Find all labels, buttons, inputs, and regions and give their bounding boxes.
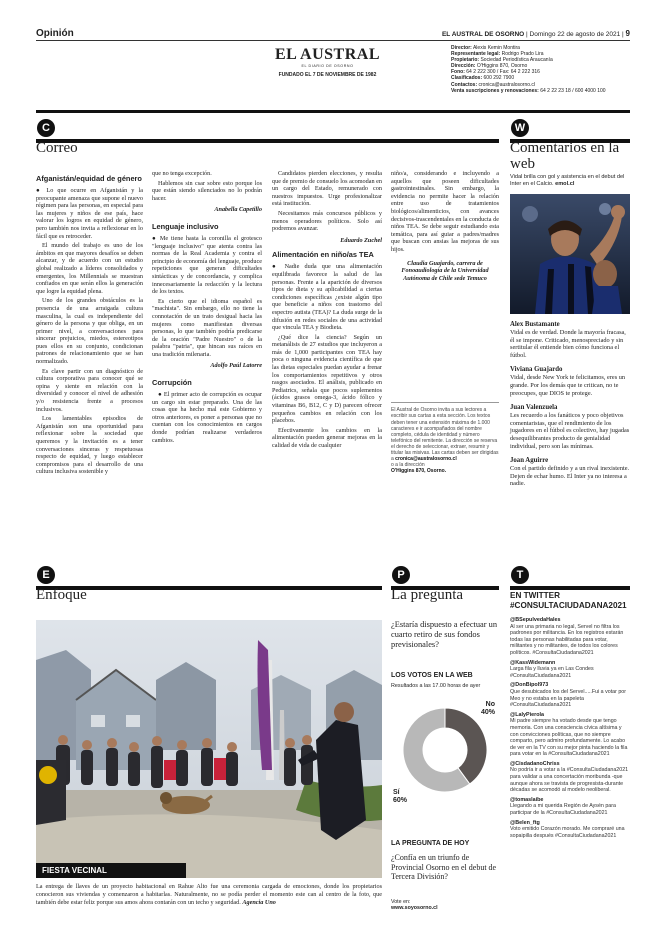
twitter-badge-icon: T [511, 566, 529, 584]
votes-pie-chart [391, 694, 499, 814]
letter-paragraph: Candidatos pierden elecciones, y resulta que de premio de consuelo los acomodan en un cargo del Estado, remunerado con nuestros impuestos. Urge profesionalizar está institución. [272, 170, 382, 208]
letter-paragraph: ● Me tiene hasta la coronilla el grotesco "lenguaje inclusivo" que atenta contra las normas de la Real Academia y contra el principio de economía del lenguaje, produce repeticiones que generan dificultades sintácticas y de concordancia, y complica innecesariamente la redacción y la lectura de los textos. [152, 234, 262, 296]
letter-paragraph: Es clave partir con un diagnóstico de cultura corporativa para conocer qué se opina y siente en relación con la diversidad y conocer el nivel de adhesión y/o resistencia frente a procesos inclusivos. [36, 367, 143, 413]
soccer-photo [510, 194, 630, 314]
letter-headline: Corrupción [152, 378, 192, 388]
tweet [510, 660, 630, 680]
masthead-line-label: Clasificados: [451, 75, 483, 82]
tweet-list [510, 617, 630, 842]
tweet-user[interactable]: @DonBipol973 [510, 682, 549, 689]
masthead-line-value: 600 292 7900 [483, 75, 515, 82]
pregunta-title: La pregunta [391, 587, 464, 603]
reader-note: El Austral de Osorno invita a sus lectores a escribir sus cartas a esta sección. Los textos deben tener una extensión máxima de 1.000 caracteres e ir acompañados del nombre completo, cédula de identidad y número telefónico del remitente. La dirección se reserva el derecho de seleccionar, extraer, resumir y titular las misivas. Las cartas deben ser dirigidas a [391, 407, 499, 463]
tweet [510, 761, 630, 794]
letter-paragraph: Los lamentables episodios de Afganistán son una oportunidad para reflexionar sobre la sociedad que queremos y la invitación es a tener conversaciones sinceras y respetuosas respecto de equidad, y luego establecer compromisos para el desarrollo de una cultura inclusiva sostenible y [36, 415, 143, 476]
pie-label-1-1: 60% [393, 797, 408, 804]
comment-text: Con el partido definido y a un rival inexistente. Dejen de echar humo. El Inter ya no interesa a nadie. [510, 465, 630, 488]
letter-paragraph: ● El primer acto de corrupción es ocupar un cargo sin estar preparado. Una de las cosas que ha hecho mal este Gobierno y otros anteriores, es poner a personas que no cuentan con los conocimientos en cargos donde podrían realizarse verdaderos cambios. [152, 391, 262, 444]
tweet [510, 797, 630, 817]
letter-paragraph: ● Lo que ocurre en Afganistán y la preocupante amenaza que supone el nuevo régimen para las personas, en especial para las mujeres y niños de ese país, hace valorar los logros en equidad de género, pero también nos invita a reflexionar en lo fácil que es retroceder. [36, 187, 143, 240]
masthead-line-label: Director: [451, 45, 472, 51]
letter-body [152, 235, 262, 359]
masthead-subtitle: EL DIARIO DE OSORNO [301, 64, 354, 68]
letter-headline: Afganistán/equidad de género [36, 174, 142, 183]
reader-note-address: O'Higgins 870, Osorno. [391, 468, 447, 475]
letter-paragraph: ¿Qué dice la ciencia? Según un metanálisis de 27 estudios que incluyeron a más de 1,000 participantes con TEA hay poca o ninguna evidencia científica de que las dietas especiales puedan ayudar a frenar los comportamientos repetitivos y otros rasgos asociados. El análisis, publicado en Pediatrics, señala que pocos suplementos (ácidos grasos omega-3, ácido fólico y vitaminas B6, B12, C y D) parecen ofrecer pequeños cambios en relación con los placebos. [272, 333, 382, 425]
header-paper [442, 29, 630, 38]
masthead-logo: EL AUSTRAL [274, 46, 381, 63]
pie-label-0-0: No [485, 701, 495, 708]
web-comments [510, 321, 630, 495]
vote-line [391, 899, 438, 912]
tweet-user[interactable]: @KassWidemann [510, 659, 556, 666]
letter-body [36, 187, 143, 476]
tweet-user[interactable]: @LalyPierola [510, 711, 545, 718]
masthead-rule [36, 110, 630, 113]
masthead-line-value: O'Higgins 870, Osorno [476, 63, 528, 70]
comment-text: Vidal, desde New York te felicitamos, eres un grande. Por los demás que te critican, no te preocupes, que DIOS te protege. [510, 374, 626, 397]
web-badge-icon: W [511, 119, 529, 137]
tweet [510, 712, 630, 758]
header-separator: | [622, 31, 626, 38]
letter-body [272, 170, 382, 233]
letter-paragraph: Es cierto que el idioma español es "machista". Sin embargo, ello no tiene la connotación de un trato desigual hacia las mujeres como manifiestan diversas personas, lo que también podría predicarse de la oración "Padre Nuestro" o de la palabra "patria", que hincan sus raíces en una tradición milenaria. [152, 297, 262, 358]
masthead-line-value: Alexis Kemin Montira [472, 45, 520, 51]
paper-name: EL AUSTRAL DE OSORNO [441, 31, 525, 38]
enfoque-title: Enfoque [36, 587, 87, 603]
reader-note-box [391, 402, 499, 474]
page-number: 9 [625, 29, 630, 38]
issue-date: Domingo 22 de agosto de 2021 [529, 31, 621, 38]
tweet-text: Llegando a mi querida Región de Aysén para participar de la #ConsultaCiudadana2021 [510, 803, 616, 817]
tweet-user[interactable]: @BSepulvedaHales [510, 617, 561, 623]
vote-site-link[interactable]: www.soyosorno.cl [391, 905, 438, 912]
letter-body [272, 263, 382, 449]
enfoque-photo [36, 620, 382, 878]
tweet-text: Al ser una primaria no legal, Servel no filtra los padrones por militancia. En los registros estarán todas las personas habilitadas para votar, militantes y no militantes, de todos los colores políticos. #ConsultaCiudadana2021 [510, 623, 624, 656]
correo-rule [36, 139, 499, 143]
web-title: Comentarios en la web [510, 140, 620, 172]
header-rule [36, 40, 630, 41]
twitter-rule [510, 586, 630, 590]
tweet-text: No podría ir a votar a la #ConsultaCiudadana2021 para validar a una concertación moribunda -que aunque ahora se travista de progresista-durante décadas se acomodó al modelo neoliberal. [510, 767, 629, 794]
tweet [510, 682, 630, 708]
correo-title: Correo [36, 140, 78, 156]
web-comment [510, 321, 630, 359]
tweet-text: Larga fila y lluvia ya en Las Condes #ConsultaCiudadana2021 [510, 666, 594, 679]
letters-column-1 [36, 170, 143, 478]
masthead-line-value: cronica@australosorno.cl [478, 81, 536, 88]
masthead-line-label: Propietario: [451, 57, 480, 64]
masthead-line-label: Venta suscripciones y renovaciones: [451, 87, 539, 94]
twitter-title [510, 591, 627, 611]
tweet-text: Mi padre siempre ha votado desde que tengo memoria. Con una consciencia cívica altísima y con convicciones políticas, que no siempre comparto, pero admiro profundamente. Lo acabo de ver en la TV con su mejor pinta haciendo la fila para votar en la #ConsultaCiudadana2021 [510, 718, 628, 758]
reader-note-email[interactable]: cronica@australosorno.cl [395, 456, 457, 463]
letter-signature: Claudia Guajardo, carrera de Fonoaudiología de la Universidad Autónoma de Chile sede Temuco [401, 259, 489, 282]
masthead-line-label: Representante legal: [451, 51, 501, 58]
tweet [510, 820, 630, 840]
masthead-line-value: Sociedad Periodística Araucanía [480, 57, 553, 64]
web-intro-site[interactable]: emol.cl [555, 180, 575, 187]
masthead-line-value: 64 2 222 300 / Fax: 64 2 222 316 [466, 69, 540, 76]
web-comment [510, 404, 630, 450]
soccer-photo-image [510, 194, 630, 314]
pie-label-0-1: 40% [480, 709, 495, 716]
enfoque-rule [36, 586, 382, 590]
tweet-user[interactable]: @tomaslaibe [510, 796, 544, 803]
photo-credit: Agencia Uno [242, 899, 276, 907]
letter-signature: Adolfo Paúl Latorre [210, 362, 262, 370]
web-comment [510, 366, 630, 397]
letter-signature: Anabella Capetillo [214, 206, 262, 214]
comment-author: Juan Valenzuela [510, 404, 558, 412]
comment-author: Joan Aguirre [510, 457, 549, 465]
tweet [510, 617, 630, 657]
letter-headline: Lenguaje inclusivo [152, 221, 219, 231]
letter-paragraph: ● Nadie duda que una alimentación equilibrada favorece la salud de las personas. Frente a la aparición de diversos tipos de dieta y su aplicabilidad a ciertas condiciones específicas ¿existe algún tipo que beneficie a niños con trastorno del espectro autista (TEA)? La duda surge de la difusión en redes sociales de una actividad que vincula TEA y Biodieta. [272, 263, 382, 332]
tweet-text: Voto emitido Corazón morado. Me compraré una sopaipilla después #ConsultaCiudadana2021 [510, 826, 625, 839]
photo-tag: FIESTA VECINAL [36, 863, 186, 878]
comment-text: Vidal es de verdad. Donde la mayoría fracasa, él se impone. Criticado, menospreciado y sin sertitular él entiende bien cómo funciona el fútbol. [510, 329, 626, 359]
section-name: Opinión [36, 28, 74, 39]
letter-headline: Alimentación en niño/as TEA [272, 250, 374, 260]
masthead-line-value: Rodrigo Prado Lira [501, 51, 544, 58]
tweet-text: Que desubicados los del Servel.....Fui a votar por Meo y no estaba en la papeleta #ConsultaCiudadana2021 [510, 688, 627, 709]
enfoque-badge-icon: E [37, 566, 55, 584]
letter-paragraph: El mundo del trabajo es uno de los ámbitos en que mayores desafíos se deben alcanzar, y de acuerdo con un estudio global realizado a líderes consolidados y emergentes, los Millennials se muestran confiados en que serán ellos la generación que logre la equidad plena. [36, 242, 143, 295]
letter-signature: Eduardo Zuchel [340, 236, 382, 244]
masthead-line-label: Contactos: [451, 81, 478, 88]
letter-paragraph: Efectivamente los cambios en la alimentación pueden generar mejoras en la calidad de vida de cualquier [272, 426, 382, 449]
letter-paragraph: Necesitamos más concursos públicos y menos operadores políticos. Solo así podremos avanzar. [272, 209, 382, 233]
reader-note-or: o a la dirección [391, 462, 425, 469]
correo-badge-icon: C [37, 119, 55, 137]
twitter-title-line1: EN TWITTER [510, 591, 561, 600]
votes-title: LOS VOTOS EN LA WEB [391, 672, 473, 679]
letters-column-3 [272, 170, 382, 452]
twitter-title-line2: #CONSULTACIUDADANA2021 [510, 601, 627, 610]
tweet-user[interactable]: @CisdadanoChriss [510, 760, 560, 767]
web-comment [510, 457, 630, 488]
letters-column-2 [152, 170, 262, 446]
letters-column-4 [391, 170, 499, 474]
masthead-info [451, 45, 631, 94]
vote-label: Vote en: [391, 899, 411, 905]
caption-text: La entrega de llaves de un proyecto habitacional en Rahue Alto fue una ceremonia cargada de emociones, donde los propietarios conocieron sus viviendas y comenzaron a habitarlas. Naturalmente, no se podía perder el momento este can al centro de la foto, que también debe estar feliz porque sus amos ahora contarán con un techo y seguridad. [36, 883, 382, 907]
masthead-line-label: Dirección: [451, 63, 476, 70]
masthead-line [451, 88, 631, 94]
masthead-line-label: Fono: [451, 69, 465, 76]
founded-line: FUNDADO EL 7 DE NOVIEMBRE DE 1982 [278, 72, 377, 78]
letter-paragraph: niño/a, considerando e incluyendo a aquellos que poseen dificultades gastrointestinales. Sin embargo, la evidencia no permite hacer la relación entre uso de tratamientos biológicos/alimenticios, con avances decisivos-trascendentales en la conducta de niños TEA. Se debe seguir estudiando esta temática, para así guiar a padres/madres que buscan con ansias las mejoras de sus hijos. [391, 170, 499, 253]
comment-author: Alex Bustamante [510, 321, 560, 328]
today-title: LA PREGUNTA DE HOY [391, 840, 470, 847]
votes-subtitle: Resultados a las 17.00 horas de ayer [391, 683, 481, 689]
comment-author: Viviana Guajardo [510, 366, 563, 374]
enfoque-photo-image [36, 620, 382, 878]
letter-paragraph: Hablemos sin csar sobre esto porque los que están siendo silenciados no lo podrán hacer. [152, 179, 262, 202]
masthead-line-value: 64 2 22 23 18 / 600 4000 100 [540, 87, 606, 94]
tweet-user[interactable]: @Belen_ftg [510, 819, 540, 826]
web-intro-text: Vidal brilla con gol y asistencia en el debut del Inter en el Calcio. [510, 174, 625, 187]
today-question: ¿Confía en un triunfo de Provincial Osorno en el debut de Tercera División? [391, 853, 497, 882]
enfoque-caption [36, 883, 382, 908]
web-intro [510, 174, 630, 188]
pregunta-question: ¿Estaría dispuesto a efectuar un cuarto retiro de sus fondos previsionales? [391, 620, 498, 649]
letter-paragraph: que no tenga excepción. [152, 170, 212, 177]
pie-label-1-0: Sí [393, 789, 400, 796]
pregunta-badge-icon: P [392, 566, 410, 584]
letter-paragraph: Uno de los grandes obstáculos es la presencia de una arraigada cultura masculina, la cual es independiente del género de la persona y que obliga, en un primer nivel, a conversaciones para sincerar prejuicios, miedos, estereotipos pues ellos en su conjunto, condicionan patrones de relacionamiento que se han normalizado. [36, 297, 143, 366]
header-separator: | [526, 31, 530, 38]
comment-text: Les recuerdo a los fanáticos y poco objetivos comentaristas, que el rendimiento de los jugadores en el fútbol es colectivo, hay jugadas desequilibrantes producto de genialidad individual, pero son las mínimas. [510, 412, 630, 450]
